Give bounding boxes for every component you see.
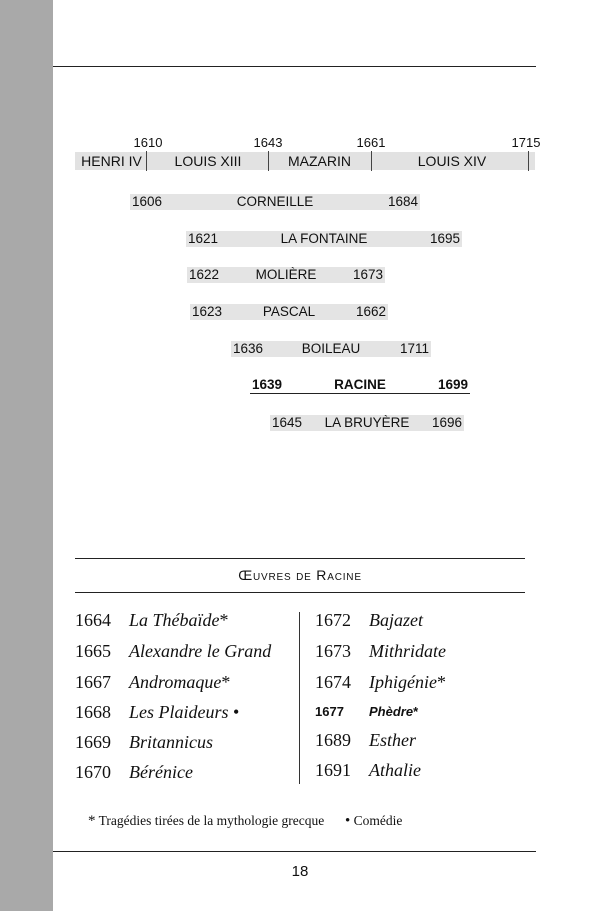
work-item xyxy=(75,605,229,635)
work-mark: • xyxy=(228,702,240,722)
timeline-year: 1610 xyxy=(133,135,163,150)
work-item xyxy=(315,636,446,666)
author-birth-year: 1639 xyxy=(252,377,283,392)
work-year: 1670 xyxy=(75,762,111,782)
author-bar-la-fontaine xyxy=(186,231,462,247)
works-title-rule xyxy=(75,592,525,593)
author-death-year: 1696 xyxy=(431,415,462,430)
work-year: 1689 xyxy=(315,730,351,750)
author-death-year: 1662 xyxy=(355,304,386,319)
author-death-year: 1673 xyxy=(352,267,383,282)
work-mark: * xyxy=(219,610,229,630)
work-title: Mithridate xyxy=(369,641,446,661)
work-title: Esther xyxy=(369,730,416,750)
work-title: Alexandre le Grand xyxy=(129,641,272,661)
work-item xyxy=(315,725,416,755)
footnote-comedy-text: Comédie xyxy=(353,813,403,828)
work-year: 1691 xyxy=(315,760,351,780)
author-birth-year: 1606 xyxy=(132,194,163,209)
work-title: Britannicus xyxy=(129,732,213,752)
timeline-year: 1643 xyxy=(253,135,283,150)
work-item xyxy=(315,605,423,635)
author-name: PASCAL xyxy=(262,304,316,319)
author-bar-moliere xyxy=(187,267,385,283)
reign-divider xyxy=(146,151,147,171)
author-name: MOLIÈRE xyxy=(255,267,317,282)
work-year: 1673 xyxy=(315,641,351,661)
author-name: CORNEILLE xyxy=(236,194,314,209)
author-birth-year: 1621 xyxy=(188,231,219,246)
timeline-year: 1715 xyxy=(511,135,541,150)
work-title: Iphigénie xyxy=(369,672,437,692)
work-title: Athalie xyxy=(369,760,421,780)
work-item xyxy=(75,757,193,787)
author-birth-year: 1623 xyxy=(192,304,223,319)
works-top-rule xyxy=(75,558,525,559)
author-bar-boileau xyxy=(231,341,431,357)
author-birth-year: 1645 xyxy=(272,415,303,430)
work-year: 1677 xyxy=(315,704,344,719)
work-item xyxy=(75,727,213,757)
author-name: LA BRUYÈRE xyxy=(324,415,410,430)
works-column-divider xyxy=(299,612,300,784)
reign-divider xyxy=(528,151,529,171)
bullet-icon: • xyxy=(344,813,351,829)
work-mark: * xyxy=(413,704,419,719)
work-item xyxy=(315,755,421,785)
work-mark: * xyxy=(436,672,446,692)
reign-mazarin: MAZARIN xyxy=(288,153,351,169)
author-bar-racine xyxy=(250,377,470,394)
work-title: Phèdre xyxy=(369,704,414,719)
page-margin-band xyxy=(0,0,53,911)
author-name: BOILEAU xyxy=(301,341,361,356)
author-birth-year: 1622 xyxy=(189,267,220,282)
work-year: 1674 xyxy=(315,672,351,692)
work-title: Les Plaideurs xyxy=(129,702,229,722)
top-rule xyxy=(53,66,536,67)
author-death-year: 1695 xyxy=(429,231,460,246)
work-year: 1672 xyxy=(315,610,351,630)
footnote xyxy=(88,813,402,830)
asterisk-icon: * xyxy=(88,813,96,829)
author-bar-corneille xyxy=(130,194,420,210)
work-item-highlighted xyxy=(315,697,418,727)
work-year: 1664 xyxy=(75,610,111,630)
author-bar-la-bruyere xyxy=(270,415,464,431)
reign-louis-xiv: LOUIS XIV xyxy=(417,153,487,169)
author-death-year: 1711 xyxy=(399,341,429,356)
work-item xyxy=(75,636,271,666)
footnote-tragedy-text: Tragédies tirées de la mythologie grecque xyxy=(98,813,325,828)
work-item xyxy=(75,667,230,697)
author-birth-year: 1636 xyxy=(233,341,264,356)
work-title: Andromaque xyxy=(129,672,222,692)
timeline-year: 1661 xyxy=(356,135,386,150)
page-number: 18 xyxy=(291,863,309,880)
work-item xyxy=(75,697,239,727)
author-bar-pascal xyxy=(190,304,388,320)
author-name: RACINE xyxy=(334,377,386,392)
work-mark: * xyxy=(221,672,231,692)
work-year: 1668 xyxy=(75,702,111,722)
work-year: 1669 xyxy=(75,732,111,752)
author-death-year: 1699 xyxy=(437,377,468,392)
bottom-rule xyxy=(53,851,536,852)
work-title: Bajazet xyxy=(369,610,423,630)
work-year: 1665 xyxy=(75,641,111,661)
author-death-year: 1684 xyxy=(387,194,418,209)
works-title: Œuvres de Racine xyxy=(238,567,362,583)
reign-louis-xiii: LOUIS XIII xyxy=(174,153,242,169)
work-title: La Thébaïde xyxy=(129,610,220,630)
author-name: LA FONTAINE xyxy=(280,231,368,246)
work-item xyxy=(315,667,446,697)
work-title: Bérénice xyxy=(129,762,193,782)
reign-henri-iv: HENRI IV xyxy=(81,153,142,169)
work-year: 1667 xyxy=(75,672,111,692)
